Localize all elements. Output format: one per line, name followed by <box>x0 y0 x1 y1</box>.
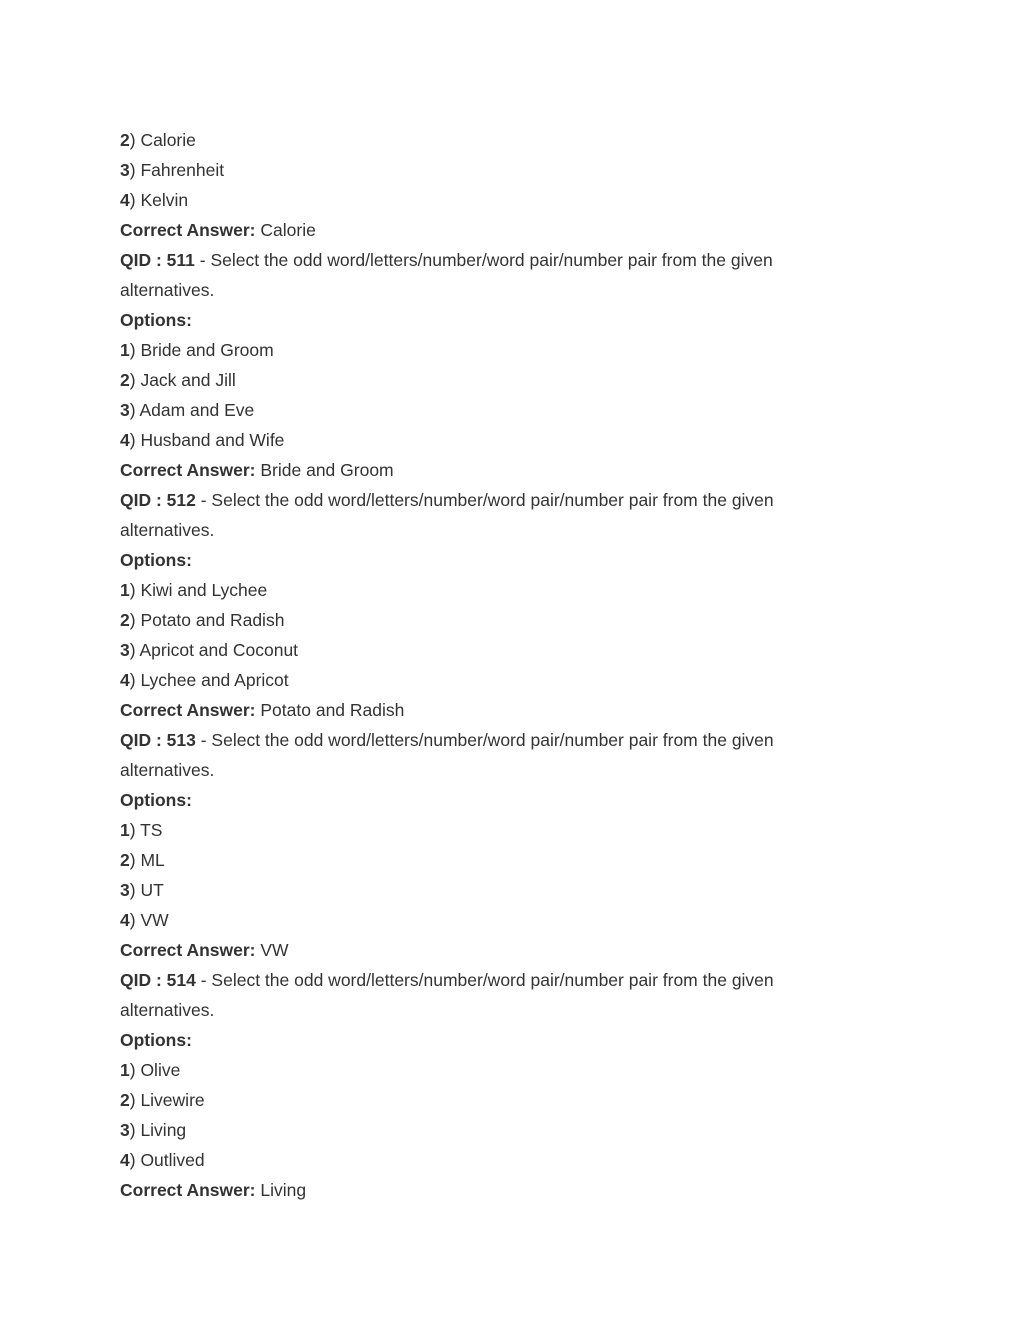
qid-label: QID : 514 <box>120 970 196 990</box>
option-text: Olive <box>140 1060 181 1080</box>
option-text: Potato and Radish <box>140 610 285 630</box>
correct-answer-value: VW <box>260 940 289 960</box>
option-line: 2) Calorie <box>120 130 196 150</box>
question-line <box>120 725 820 785</box>
question-text: - Select the odd word/letters/number/word pair/number pair from the given alternatives. <box>120 970 774 1020</box>
question-block <box>120 725 820 965</box>
option-text: Kiwi and Lychee <box>140 580 268 600</box>
option-line: 2) Livewire <box>120 1090 205 1110</box>
option-text: ML <box>140 850 165 870</box>
option-number: 4 <box>120 910 130 930</box>
question-text: - Select the odd word/letters/number/word pair/number pair from the given alternatives. <box>120 250 773 300</box>
option-number: 3 <box>120 1120 130 1140</box>
option-line: 3) Living <box>120 1120 187 1140</box>
question-block <box>120 965 820 1205</box>
option-text: Calorie <box>140 130 196 150</box>
option-line: 4) Husband and Wife <box>120 430 285 450</box>
qid-label: QID : 512 <box>120 490 196 510</box>
option-number: 4 <box>120 190 130 210</box>
options-heading <box>120 545 820 575</box>
options-label: Options: <box>120 310 192 330</box>
option-number: 2 <box>120 130 130 150</box>
previous-question-continuation <box>120 125 820 245</box>
option-line: 1) TS <box>120 820 163 840</box>
option-text: Lychee and Apricot <box>140 670 289 690</box>
option-line: 3) Apricot and Coconut <box>120 640 299 660</box>
correct-answer-line <box>120 455 820 485</box>
options-heading <box>120 305 820 335</box>
options-heading <box>120 785 820 815</box>
option-text: TS <box>140 820 163 840</box>
option-text: Living <box>140 1120 187 1140</box>
option-number: 2 <box>120 370 130 390</box>
option-number: 2 <box>120 850 130 870</box>
option-number: 1 <box>120 340 130 360</box>
option-number: 2 <box>120 610 130 630</box>
option-number: 3 <box>120 640 130 660</box>
option-number: 3 <box>120 880 130 900</box>
option-number: 3 <box>120 400 130 420</box>
correct-answer-line <box>120 935 820 965</box>
question-block <box>120 485 820 725</box>
option-line: 4) Kelvin <box>120 190 189 210</box>
option-number: 4 <box>120 1150 130 1170</box>
option-text: Apricot and Coconut <box>139 640 299 660</box>
correct-answer-line <box>120 695 820 725</box>
option-number: 3 <box>120 160 130 180</box>
option-line: 2) Potato and Radish <box>120 610 285 630</box>
document-body <box>120 125 820 1205</box>
option-line: 1) Olive <box>120 1060 181 1080</box>
option-number: 1 <box>120 580 130 600</box>
option-text: VW <box>140 910 169 930</box>
options-heading <box>120 1025 820 1055</box>
option-text: Adam and Eve <box>139 400 255 420</box>
correct-answer-value: Potato and Radish <box>260 700 405 720</box>
correct-answer-value: Calorie <box>260 220 316 240</box>
correct-answer-label: Correct Answer: <box>120 220 256 240</box>
correct-answer-value: Bride and Groom <box>260 460 394 480</box>
option-line: 4) Lychee and Apricot <box>120 670 289 690</box>
option-line: 1) Kiwi and Lychee <box>120 580 268 600</box>
option-line: 4) Outlived <box>120 1150 205 1170</box>
option-number: 4 <box>120 430 130 450</box>
correct-answer-value: Living <box>260 1180 307 1200</box>
qid-label: QID : 511 <box>120 250 195 270</box>
correct-answer-line <box>120 1175 820 1205</box>
option-number: 2 <box>120 1090 130 1110</box>
correct-answer-label: Correct Answer: <box>120 700 256 720</box>
option-line: 4) VW <box>120 910 169 930</box>
option-text: Fahrenheit <box>140 160 225 180</box>
option-number: 1 <box>120 820 130 840</box>
option-line: 3) Fahrenheit <box>120 160 225 180</box>
question-text: - Select the odd word/letters/number/word pair/number pair from the given alternatives. <box>120 490 774 540</box>
correct-answer-label: Correct Answer: <box>120 940 256 960</box>
option-text: UT <box>140 880 164 900</box>
correct-answer-label: Correct Answer: <box>120 460 256 480</box>
option-text: Livewire <box>140 1090 205 1110</box>
correct-answer-line <box>120 215 820 245</box>
qid-label: QID : 513 <box>120 730 196 750</box>
option-line: 1) Bride and Groom <box>120 340 274 360</box>
option-line: 3) UT <box>120 880 164 900</box>
option-text: Bride and Groom <box>140 340 274 360</box>
options-label: Options: <box>120 550 192 570</box>
question-line <box>120 245 820 305</box>
question-line <box>120 965 820 1025</box>
correct-answer-label: Correct Answer: <box>120 1180 256 1200</box>
option-text: Jack and Jill <box>140 370 236 390</box>
option-text: Outlived <box>140 1150 205 1170</box>
options-label: Options: <box>120 1030 192 1050</box>
option-text: Husband and Wife <box>140 430 285 450</box>
option-line: 2) Jack and Jill <box>120 370 236 390</box>
question-text: - Select the odd word/letters/number/word pair/number pair from the given alternatives. <box>120 730 774 780</box>
question-block <box>120 245 820 485</box>
option-number: 1 <box>120 1060 130 1080</box>
option-line: 3) Adam and Eve <box>120 400 255 420</box>
option-number: 4 <box>120 670 130 690</box>
option-line: 2) ML <box>120 850 165 870</box>
option-text: Kelvin <box>140 190 189 210</box>
question-line <box>120 485 820 545</box>
options-label: Options: <box>120 790 192 810</box>
